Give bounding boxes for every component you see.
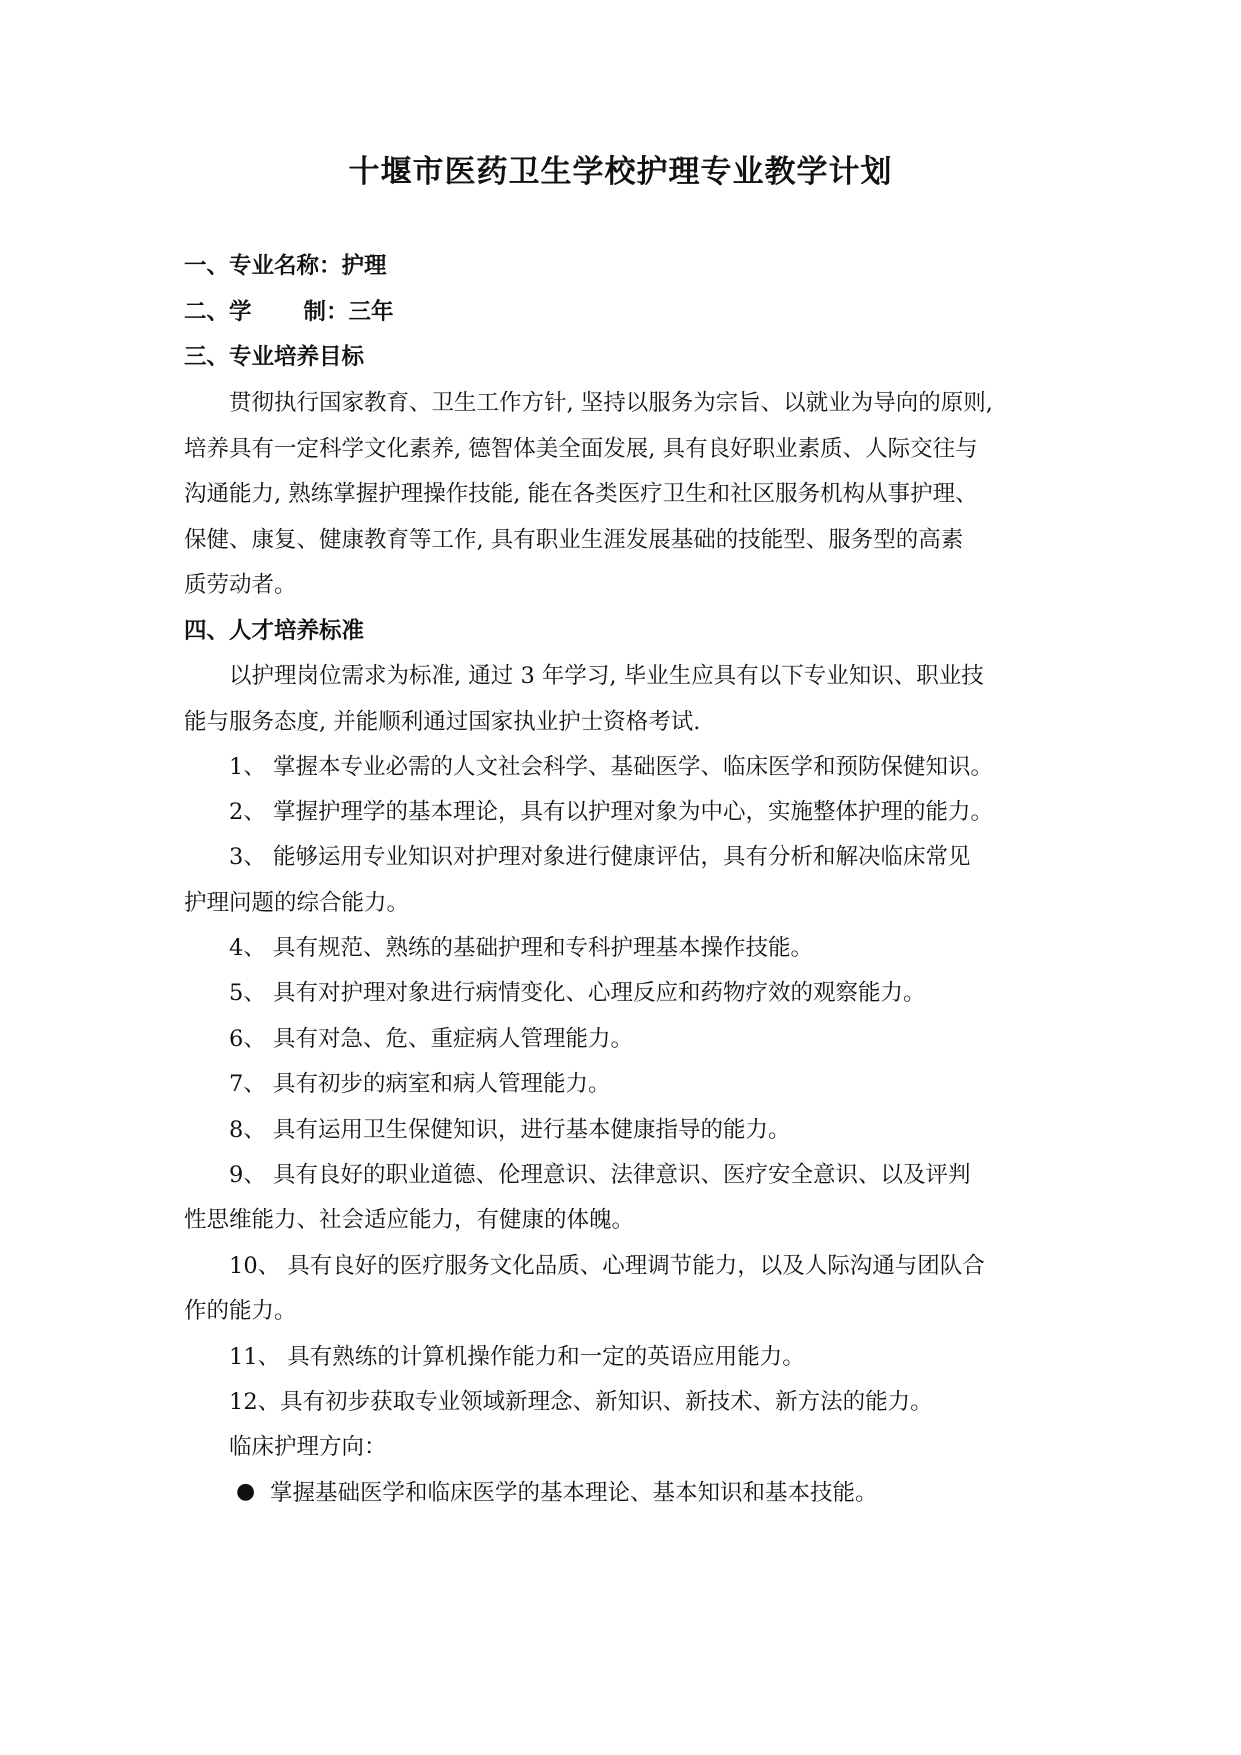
section-major-name bbox=[184, 251, 1084, 281]
standard-item-continuation: 护理问题的综合能力。 bbox=[184, 890, 410, 916]
standard-item: 9、 具有良好的职业道德、伦理意识、法律意识、医疗安全意识、以及评判 bbox=[229, 1162, 971, 1188]
goal-line: 贯彻执行国家教育、卫生工作方针, 坚持以服务为宗旨、以就业为导向的原则, bbox=[229, 390, 993, 416]
standard-intro-line: 以护理岗位需求为标准, 通过 3 年学习, 毕业生应具有以下专业知识、职业技 bbox=[229, 663, 984, 689]
goal-line: 保健、康复、健康教育等工作, 具有职业生涯发展基础的技能型、服务型的高素 bbox=[184, 527, 964, 553]
section-value: 护理 bbox=[341, 253, 387, 279]
section-training-goal: 三、专业培养目标 bbox=[184, 344, 365, 370]
bullet-icon: ● bbox=[236, 1479, 256, 1504]
goal-line: 培养具有一定科学文化素养, 德智体美全面发展, 具有良好职业素质、人际交往与 bbox=[184, 436, 978, 462]
standard-item: 11、 具有熟练的计算机操作能力和一定的英语应用能力。 bbox=[229, 1344, 805, 1370]
standard-item: 6、 具有对急、危、重症病人管理能力。 bbox=[229, 1026, 633, 1052]
standard-item-continuation: 作的能力。 bbox=[184, 1298, 297, 1324]
goal-line: 沟通能力, 熟练掌握护理操作技能, 能在各类医疗卫生和社区服务机构从事护理、 bbox=[184, 481, 978, 507]
section-talent-standard: 四、人才培养标准 bbox=[184, 618, 365, 644]
standard-item: 12、具有初步获取专业领域新理念、新知识、新技术、新方法的能力。 bbox=[229, 1389, 933, 1415]
standard-item: 3、 能够运用专业知识对护理对象进行健康评估，具有分析和解决临床常见 bbox=[229, 844, 971, 870]
section-label-part-a: 二、学 bbox=[184, 299, 252, 325]
standard-item: 10、 具有良好的医疗服务文化品质、心理调节能力，以及人际沟通与团队合 bbox=[229, 1253, 985, 1279]
bullet-item: 掌握基础医学和临床医学的基本理论、基本知识和基本技能。 bbox=[270, 1480, 878, 1506]
goal-line: 质劳动者。 bbox=[184, 572, 297, 598]
standard-intro-line: 能与服务态度, 并能顺利通过国家执业护士资格考试. bbox=[184, 709, 701, 735]
standard-item: 5、 具有对护理对象进行病情变化、心理反应和药物疗效的观察能力。 bbox=[229, 980, 926, 1006]
standard-item: 2、 掌握护理学的基本理论，具有以护理对象为中心，实施整体护理的能力。 bbox=[229, 799, 993, 825]
clinical-direction-label: 临床护理方向： bbox=[229, 1434, 387, 1460]
standard-item: 1、 掌握本专业必需的人文社会科学、基础医学、临床医学和预防保健知识。 bbox=[229, 754, 993, 780]
section-label-part-b: 制： bbox=[303, 299, 349, 325]
section-label: 一、专业名称： bbox=[184, 253, 342, 279]
standard-item-continuation: 性思维能力、社会适应能力，有健康的体魄。 bbox=[184, 1207, 635, 1233]
standard-item: 8、 具有运用卫生保健知识，进行基本健康指导的能力。 bbox=[229, 1117, 791, 1143]
section-duration bbox=[184, 297, 1084, 327]
standard-item: 7、 具有初步的病室和病人管理能力。 bbox=[229, 1071, 611, 1097]
standard-item: 4、 具有规范、熟练的基础护理和专科护理基本操作技能。 bbox=[229, 935, 813, 961]
document-title: 十堰市医药卫生学校护理专业教学计划 bbox=[348, 154, 893, 190]
section-value: 三年 bbox=[348, 299, 394, 325]
